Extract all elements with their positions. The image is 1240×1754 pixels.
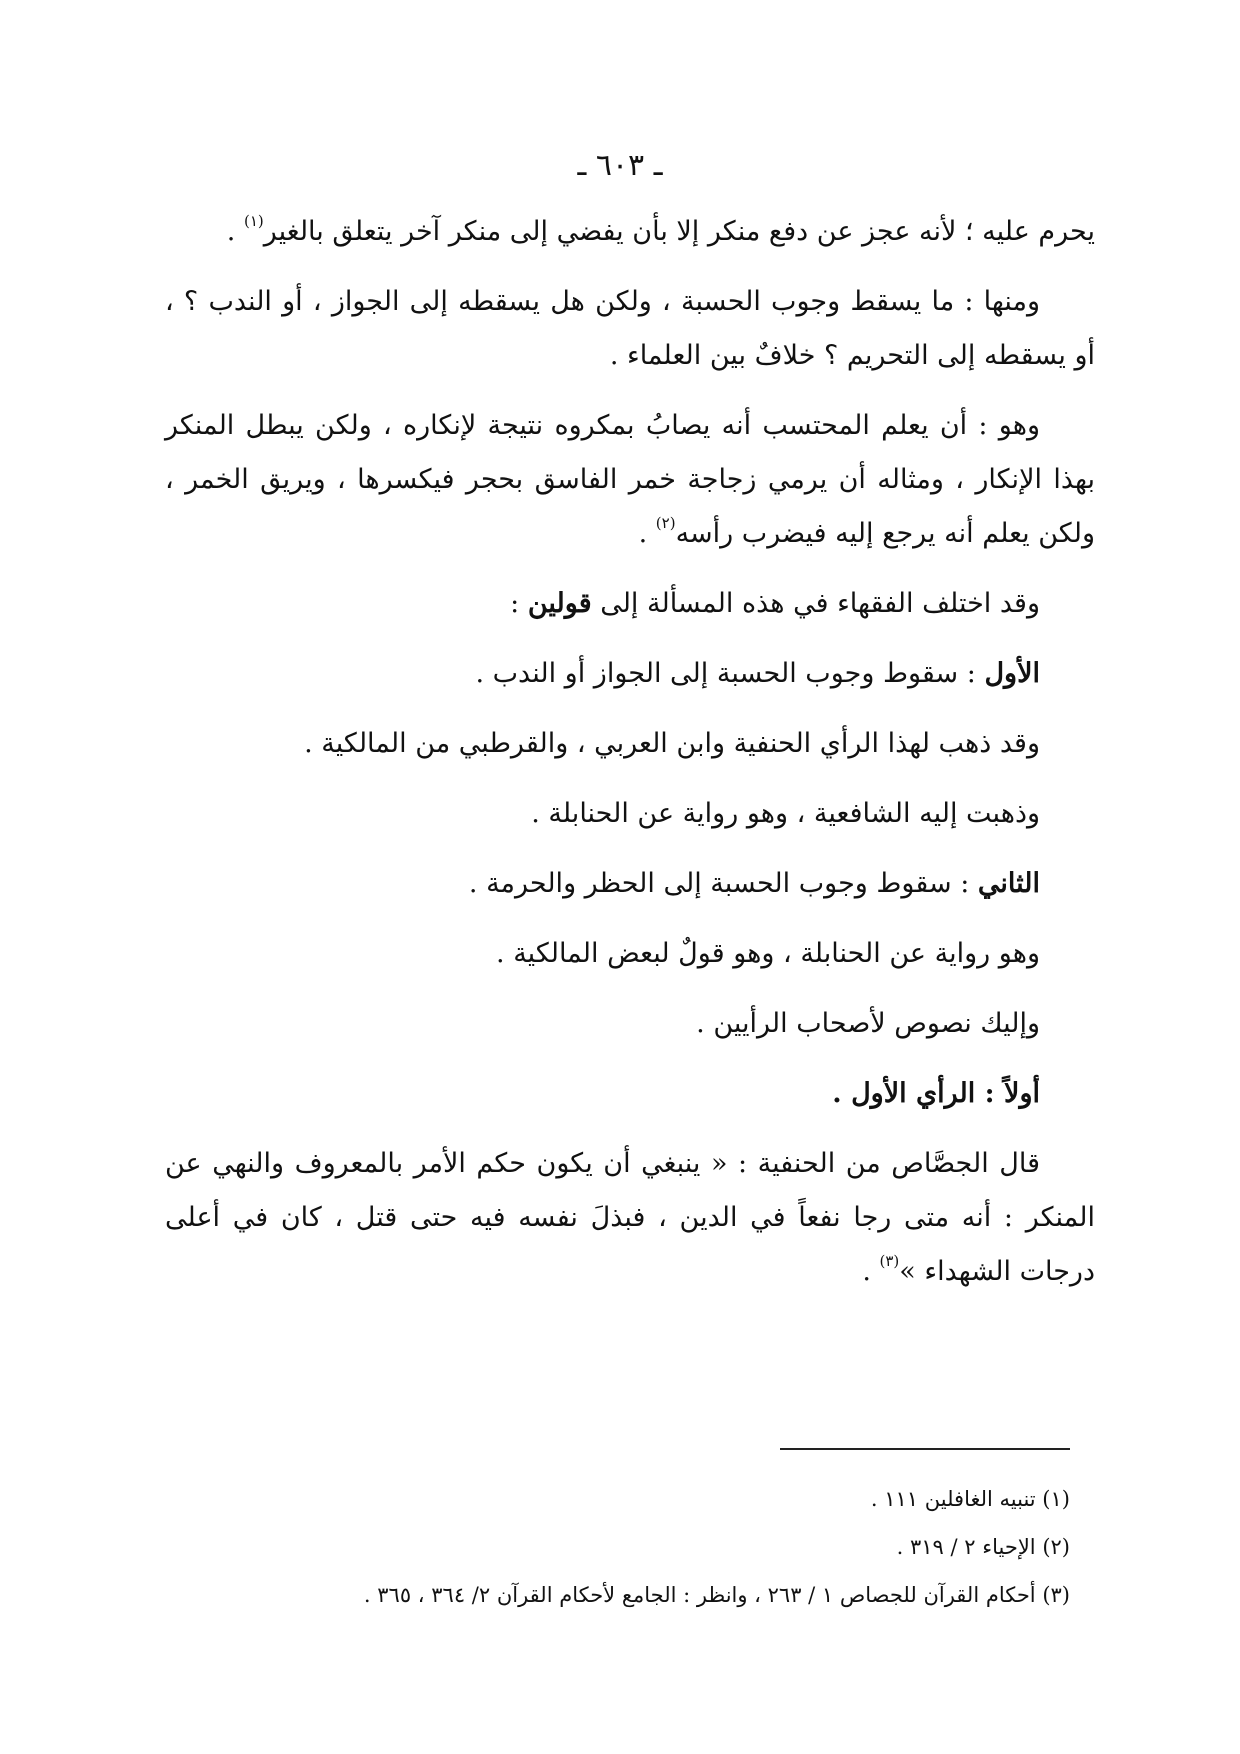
opinion-2-text: : سقوط وجوب الحسبة إلى الحظر والحرمة . bbox=[468, 868, 978, 899]
paragraph-4-text: وقد اختلف الفقهاء في هذه المسألة إلى bbox=[591, 588, 1040, 619]
paragraph-11 bbox=[165, 1137, 1095, 1299]
paragraph-3-end: . bbox=[638, 518, 656, 549]
paragraph-9: وهو رواية عن الحنابلة ، وهو قولٌ لبعض المالكية . bbox=[496, 938, 1040, 969]
paragraph-7: وذهبت إليه الشافعية ، وهو رواية عن الحنابلة . bbox=[531, 798, 1040, 829]
opinion-2-label: الثاني bbox=[977, 868, 1040, 899]
main-text bbox=[165, 205, 1095, 1315]
paragraph-3 bbox=[165, 399, 1095, 561]
footnotes bbox=[150, 1475, 1070, 1619]
paragraph-1-text: يحرم عليه ؛ لأنه عجز عن دفع منكر إلا بأن يفضي إلى منكر آخر يتعلق بالغير bbox=[263, 216, 1095, 247]
footnote-2: (٢) الإحياء ٢ / ٣١٩ . bbox=[896, 1535, 1070, 1559]
paragraph-3-text: وهو : أن يعلم المحتسب أنه يصابُ بمكروه نتيجة لإنكاره ، ولكن يبطل المنكر بهذا الإنكار ، ومثاله أن يرمي زجاجة خمر الفاسق بحجر فيكسرها ، ويريق الخمر ، ولكن يعلم أنه يرجع إليه فيضرب رأسه bbox=[165, 410, 1095, 549]
footnote-ref-1: (١) bbox=[243, 212, 264, 230]
paragraph-11-text: قال الجصَّاص من الحنفية : « ينبغي أن يكون حكم الأمر بالمعروف والنهي عن المنكر : أنه متى رجا نفعاً في الدين ، فبذلَ نفسه فيه حتى قتل ، كان في أعلى درجات الشهداء » bbox=[165, 1148, 1095, 1287]
footnote-ref-3: (٣) bbox=[879, 1252, 900, 1270]
paragraph-4-bold: قولين bbox=[527, 588, 592, 619]
paragraph-1-end: . bbox=[226, 216, 244, 247]
page-number: ـ ٦٠٣ ـ bbox=[577, 148, 663, 183]
footnote-1: (١) تنبيه الغافلين ١١١ . bbox=[870, 1487, 1070, 1511]
section-heading: أولاً : الرأي الأول . bbox=[832, 1078, 1040, 1109]
opinion-1-text: : سقوط وجوب الحسبة إلى الجواز أو الندب . bbox=[475, 658, 985, 689]
footnote-divider bbox=[780, 1448, 1070, 1450]
paragraph-10: وإليك نصوص لأصحاب الرأيين . bbox=[696, 1008, 1040, 1039]
footnote-3: (٣) أحكام القرآن للجصاص ١ / ٢٦٣ ، وانظر : الجامع لأحكام القرآن ٢/ ٣٦٤ ، ٣٦٥ . bbox=[363, 1583, 1070, 1607]
paragraph-6: وقد ذهب لهذا الرأي الحنفية وابن العربي ، والقرطبي من المالكية . bbox=[304, 728, 1040, 759]
paragraph-4-end: : bbox=[510, 588, 528, 619]
opinion-1 bbox=[165, 647, 1095, 701]
paragraph-4 bbox=[165, 577, 1095, 631]
paragraph-1 bbox=[165, 205, 1095, 259]
paragraph-2: ومنها : ما يسقط وجوب الحسبة ، ولكن هل يسقطه إلى الجواز ، أو الندب ؟ ، أو يسقطه إلى التحريم ؟ خلافٌ بين العلماء . bbox=[165, 286, 1095, 371]
opinion-2 bbox=[165, 857, 1095, 911]
opinion-1-label: الأول bbox=[984, 658, 1040, 689]
paragraph-11-end: . bbox=[862, 1256, 880, 1287]
footnote-ref-2: (٢) bbox=[655, 514, 676, 532]
